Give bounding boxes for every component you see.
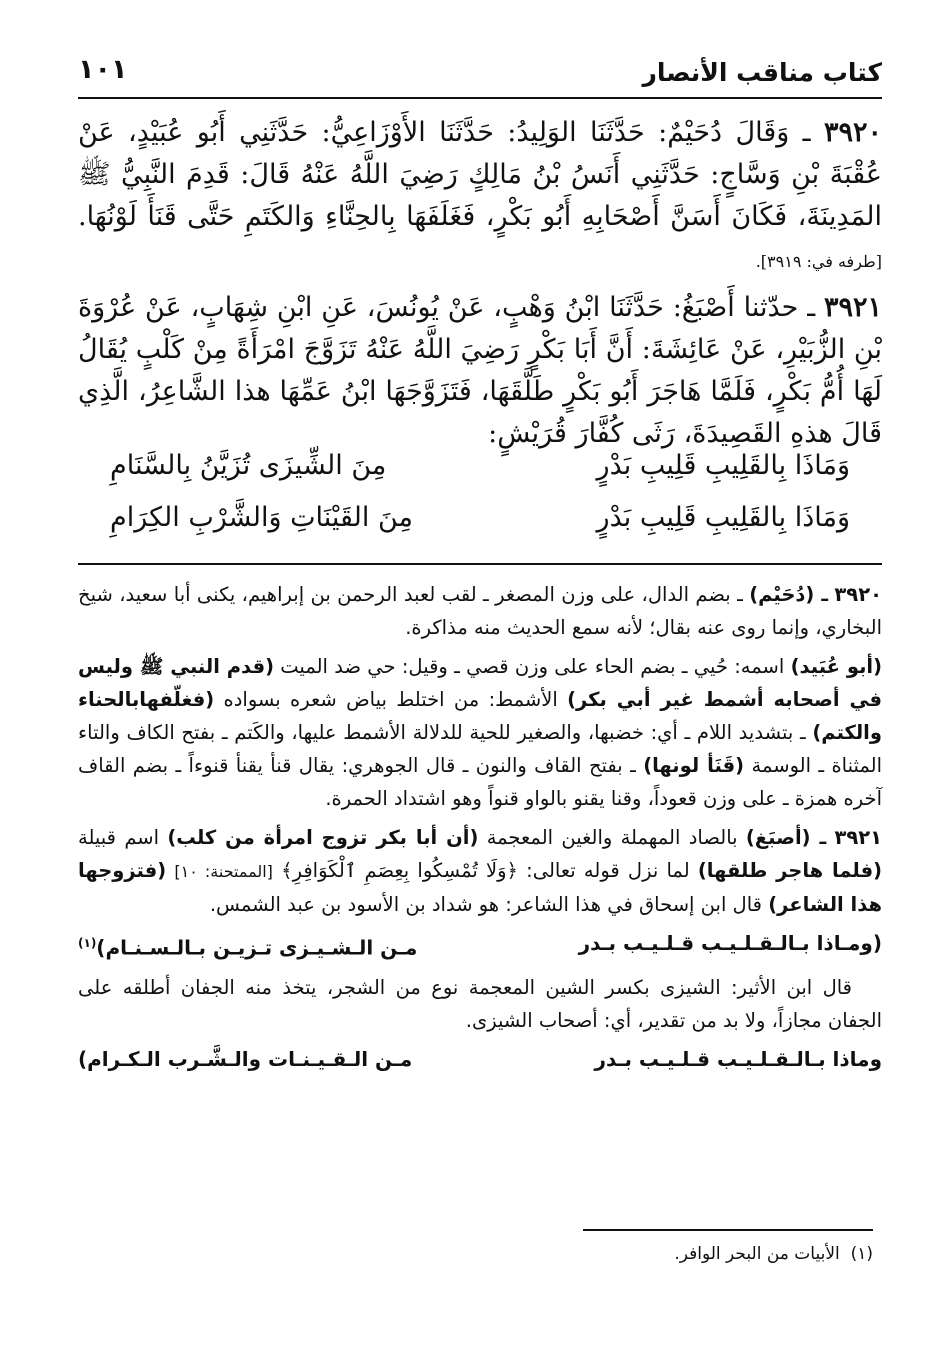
note-heading: (قدم النبي ﷺ وليس في أصحابه أشمط غير أبي بكر) bbox=[78, 655, 882, 711]
quran-reference: [الممتحنة: ١٠] bbox=[174, 862, 273, 881]
poem-line bbox=[110, 450, 850, 502]
note-text: اسمه: حُيي ـ بضم الحاء على وزن قصي ـ وقيل: حي ضد الميت bbox=[280, 655, 785, 678]
footnote-number: (١) bbox=[850, 1244, 873, 1264]
verse-line bbox=[78, 927, 882, 965]
hadith-text bbox=[78, 112, 882, 459]
verse-line bbox=[78, 1043, 882, 1076]
hadith-3920 bbox=[78, 112, 882, 283]
note-text: قال ابن إسحاق في هذا الشاعر: هو شداد بن الأسود بن عبد الشمس. bbox=[209, 893, 762, 916]
hadith-number: ٣٩٢١ bbox=[823, 292, 882, 323]
note-heading: (قَنَأ لونها) bbox=[643, 754, 745, 777]
page-number: ١٠١ bbox=[78, 54, 128, 85]
note-heading: ـ (أصبَغ) bbox=[745, 826, 827, 849]
cross-reference: [طرفه في: ٣٩١٩]. bbox=[755, 252, 882, 271]
note-heading: ـ (دُحَيْم) bbox=[749, 583, 828, 606]
poem-hemistich-first: وَمَاذَا بِالقَلِيبِ قَلِيبِ بَدْرٍ bbox=[596, 502, 850, 533]
note-text: ـ بتشديد اللام ـ أي: خضبها، والصغير للحية للدلالة الأشمط عليها، والكَتم ـ بفتح الكاف والتاء المثناة ـ الوسمة bbox=[78, 721, 883, 777]
commentary bbox=[78, 578, 882, 1082]
footnote-text: الأبيات من البحر الوافر. bbox=[674, 1244, 840, 1264]
hadith-body: ـ وَقَالَ دُحَيْمٌ: حَدَّثَنَا الوَلِيدُ: حَدَّثَنَا الأَوْزَاعِيُّ: حَدَّثَنِي أَبُو عُبَيْدٍ، عَنْ عُقْبَةَ بْنِ وَسَّاجٍ: حَدَّثَنِي أَنَسُ بْنُ مَالِكٍ رَضِيَ اللَّهُ عَنْهُ قَالَ: قَدِمَ النَّبِيُّ ﷺ المَدِينَةَ، فَكَانَ أَسَنَّ أَصْحَابِهِ أَبُو بَكْرٍ، فَغَلَفَهَا بِالحِنَّاءِ وَالكَتَمِ حَتَّى قَنَأَ لَوْنُهَا. bbox=[78, 117, 882, 232]
quran-verse: ﴿وَلَا تُمْسِكُوا بِعِصَمِ ٱلْكَوَافِرِ﴾ bbox=[281, 859, 518, 882]
note-3921 bbox=[78, 821, 882, 921]
note-heading: (فلما هاجر طلقها) bbox=[697, 859, 883, 882]
note-heading: (فتزوجها هذا الشاعر) bbox=[78, 859, 882, 916]
hadith-3921 bbox=[78, 287, 882, 455]
header-divider bbox=[78, 97, 882, 99]
note-heading: (أن أبا بكر تزوج امرأة من كلب) bbox=[167, 826, 479, 849]
footnote bbox=[674, 1244, 873, 1264]
commentary-divider bbox=[78, 563, 882, 565]
poem-hemistich-second: مِنَ الشِّيزَى تُزَيَّنُ بِالسَّنَامِ bbox=[110, 450, 387, 481]
footnote-divider bbox=[583, 1229, 873, 1231]
page-header bbox=[78, 52, 882, 96]
note-text: قال ابن الأثير: الشيزى بكسر الشين المعجمة نوع من الشجر، يتخذ منه الجفان أطلقه على الجفان مجازاً، ولا بد من تقدير، أي: أصحاب الشيزى. bbox=[78, 975, 882, 1032]
poem-hemistich-first: وَمَاذَا بِالقَلِيبِ قَلِيبِ بَدْرٍ bbox=[596, 450, 850, 481]
verse-second-half: مـن الـشـيـزى تـزيـن بـالـسـنـام) bbox=[96, 935, 418, 960]
poem bbox=[110, 450, 850, 554]
note-text: الأشمط: من اختلط بياض شعره بسواده bbox=[223, 688, 558, 711]
note-text: لما نزل قوله تعالى: bbox=[526, 859, 690, 882]
note-text: اسم قبيلة bbox=[78, 826, 160, 849]
poem-hemistich-second: مِنَ القَيْنَاتِ وَالشَّرْبِ الكِرَامِ bbox=[110, 502, 414, 533]
note-number: ٣٩٢١ bbox=[834, 826, 883, 849]
note-text: ـ بضم الدال، على وزن المصغر ـ لقب لعبد الرحمن بن إبراهيم، يكنى أبا سعيد، شيخ البخاري، وإنما روى عنه بقال؛ لأنه سمع الحديث منه مذاكرة. bbox=[78, 583, 882, 639]
note-heading: (فغلّفهابالحناء والكتم) bbox=[78, 688, 882, 744]
note-ibn-athir bbox=[78, 971, 882, 1037]
note-text: ـ بفتح القاف والنون ـ قال الجوهري: يقال قنأ يقنأ قنوءاً ـ بضم القاف آخره همزة ـ على وزن قعوداً، وقنا يقنو بالواو قنواً وهو اشتداد الحمرة. bbox=[78, 754, 882, 810]
note-heading: (أبو عُبَيد) bbox=[790, 655, 883, 678]
footnote-marker: (١) bbox=[78, 936, 97, 950]
verse-first-half: (ومـاذا بـالـقـلـيـب قـلـيـب بـدر bbox=[578, 931, 882, 955]
note-abu-ubayd bbox=[78, 650, 882, 815]
note-text: بالصاد المهملة والغين المعجمة bbox=[486, 826, 738, 849]
verse-second-half: مـن الـقـيـنـات والـشَّـرب الـكـرام) bbox=[78, 1046, 413, 1071]
hadith-body: ـ حدّثنا أَصْبَغُ: حَدَّثَنَا ابْنُ وَهْبٍ، عَنْ يُونُسَ، عَنِ ابْنِ شِهَابٍ، عَنْ عُرْوَةَ بْنِ الزُّبَيْرِ، عَنْ عَائِشَةَ: أَنَّ أَبَا بَكْرٍ رَضِيَ اللَّهُ عَنْهُ تَزَوَّجَ امْرَأَةً مِنْ كَلْبٍ يُقَالُ لَهَا أُمُّ بَكْرٍ، فَلَمَّا هَاجَرَ أَبُو بَكْرٍ طَلَّقَهَا، فَتَزَوَّجَهَا ابْنُ عَمِّهَا هذا الشَّاعِرُ، الَّذِي قَالَ هذهِ القَصِيدَةَ، رَثَى كُفَّارَ قُرَيْشٍ: bbox=[78, 292, 882, 449]
note-number: ٣٩٢٠ bbox=[834, 583, 882, 606]
verse-first-half: وماذا بـالـقـلـيـب قـلـيـب بـدر bbox=[594, 1046, 882, 1071]
hadith-number: ٣٩٢٠ bbox=[823, 117, 882, 148]
book-title: كتاب مناقب الأنصار bbox=[642, 58, 882, 87]
note-3920 bbox=[78, 578, 882, 644]
poem-line bbox=[110, 502, 850, 554]
